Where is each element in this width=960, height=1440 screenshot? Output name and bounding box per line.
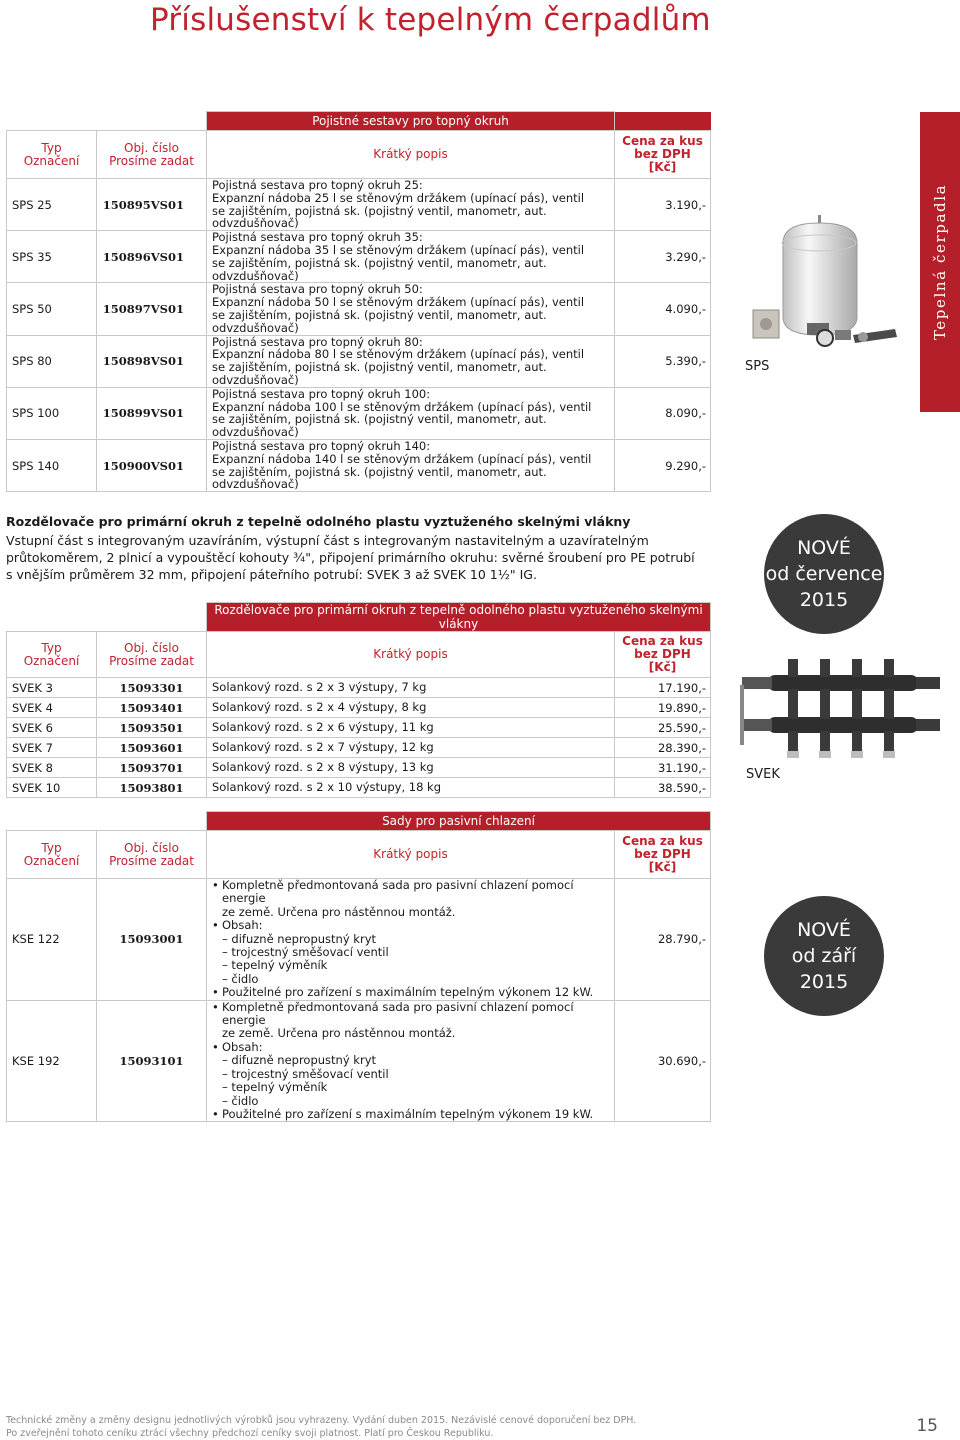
table-row: KSE 192 15093101 • Kompletně předmontovaná sada pro pasivní chlazení pomocí energie ze země. Určena pro nástěnnou montáž. • Obsah: – difuzně nepropustný kryt – trojcestný směšovací ventil – tepelný výměník – čidlo • Použitelné pro zařízení s maximálním tepelným výkonem 19 kW. 30.690,- xyxy=(7,1000,711,1122)
section2-body: Vstupní část s integrovaným uzavíráním, výstupní část s integrovaným nastavitelným a uzavíratelným průtokoměrem, 2 plnicí a vypouštěcí kohouty ¾", připojení primárního okruhu: svěrné šroubení pro PE potrubí s vnějším průměrem 32 mm, připojení páteřního potrubí: SVEK 3 až SVEK 10 1½" IG. xyxy=(6,533,695,582)
table1-caption: Pojistné sestavy pro topný okruh xyxy=(207,112,615,131)
table3-caption: Sady pro pasivní chlazení xyxy=(207,812,711,831)
table-row: SPS 35 150896VS01 Pojistná sestava pro topný okruh 35: Expanzní nádoba 35 l se stěnovým držákem (upínací pás), ventil se zajištěním, pojistná sk. (pojistný ventil, manometr, aut. odvzdušňovač) 3.290,- xyxy=(7,231,711,283)
col-typ: Typ Označení xyxy=(7,831,97,879)
feature-list: • Kompletně předmontovaná sada pro pasivní chlazení pomocí energie ze země. Určena pro nástěnnou montáž. • Obsah: – difuzně nepropustný kryt – trojcestný směšovací ventil – tepelný výměník – čidlo • Použitelné pro zařízení s maximálním tepelným výkonem 12 kW. xyxy=(212,879,609,1000)
blank-cell xyxy=(97,603,207,632)
col-typ: Typ Označení xyxy=(7,131,97,179)
table-row: SVEK 6 15093501 Solankový rozd. s 2 x 6 výstupy, 11 kg 25.590,- xyxy=(7,718,711,738)
table-row: SPS 100 150899VS01 Pojistná sestava pro topný okruh 100: Expanzní nádoba 100 l se stěnovým držákem (upínací pás), ventil se zajištěním, pojistná sk. (pojistný ventil, manometr, aut. odvzdušňovač) 8.090,- xyxy=(7,387,711,439)
table-row: SVEK 3 15093301 Solankový rozd. s 2 x 3 výstupy, 7 kg 17.190,- xyxy=(7,678,711,698)
table-row: SPS 25 150895VS01 Pojistná sestava pro topný okruh 25: Expanzní nádoba 25 l se stěnovým držákem (upínací pás), ventil se zajištěním, pojistná sk. (pojistný ventil, manometr, aut. odvzdušňovač) 3.190,- xyxy=(7,179,711,231)
table-row: SVEK 8 15093701 Solankový rozd. s 2 x 8 výstupy, 13 kg 31.190,- xyxy=(7,758,711,778)
footer-note: Technické změny a změny designu jednotlivých výrobků jsou vyhrazeny. Vydání duben 2015. Nezávislé cenové doporučení bez DPH. Po zveřejnění tohoto ceníku ztrácí všechny předchozí ceníky svoji platnost. Platí pro Českou Republiku. xyxy=(6,1415,637,1439)
side-tab xyxy=(920,112,960,412)
sps-image-label: SPS xyxy=(745,359,770,374)
caption-fill xyxy=(615,112,711,131)
page-title: Příslušenství k tepelným čerpadlům xyxy=(150,2,711,38)
table-row: KSE 122 15093001 • Kompletně předmontovaná sada pro pasivní chlazení pomocí energie ze země. Určena pro nástěnnou montáž. • Obsah: – difuzně nepropustný kryt – trojcestný směšovací ventil – tepelný výměník – čidlo • Použitelné pro zařízení s maximálním tepelným výkonem 12 kW. 28.790,- xyxy=(7,879,711,1001)
table2-caption: Rozdělovače pro primární okruh z tepelně odolného plastu vyztuženého skelnými vlákny xyxy=(207,603,711,632)
blank-cell xyxy=(7,812,97,831)
svek-product-image xyxy=(740,655,960,765)
blank-cell xyxy=(97,812,207,831)
col-obj: Obj. číslo Prosíme zadat xyxy=(97,131,207,179)
table-row: SPS 50 150897VS01 Pojistná sestava pro topný okruh 50: Expanzní nádoba 50 l se stěnovým držákem (upínací pás), ventil se zajištěním, pojistná sk. (pojistný ventil, manometr, aut. odvzdušňovač) 4.090,- xyxy=(7,283,711,335)
col-typ: Typ Označení xyxy=(7,632,97,678)
col-popis: Krátký popis xyxy=(207,131,615,179)
new-badge-september: NOVÉ od září 2015 xyxy=(764,896,884,1016)
table-row: SVEK 7 15093601 Solankový rozd. s 2 x 7 výstupy, 12 kg 28.390,- xyxy=(7,738,711,758)
col-cena: Cena za kus bez DPH [Kč] xyxy=(615,831,711,879)
table-row: SPS 140 150900VS01 Pojistná sestava pro topný okruh 140: Expanzní nádoba 140 l se stěnovým držákem (upínací pás), ventil se zajištěním, pojistná sk. (pojistný ventil, manometr, aut. odvzdušňovač) 9.290,- xyxy=(7,439,711,491)
table-pasivni-chlazeni xyxy=(6,811,711,1122)
table-rozdelovace xyxy=(6,602,711,798)
blank-cell xyxy=(7,112,97,131)
sps-product-image xyxy=(745,205,910,365)
table-pojistne-sestavy xyxy=(6,111,711,492)
table-row: SPS 80 150898VS01 Pojistná sestava pro topný okruh 80: Expanzní nádoba 80 l se stěnovým držákem (upínací pás), ventil se zajištěním, pojistná sk. (pojistný ventil, manometr, aut. odvzdušňovač) 5.390,- xyxy=(7,335,711,387)
col-obj: Obj. číslo Prosíme zadat xyxy=(97,831,207,879)
table-row: SVEK 10 15093801 Solankový rozd. s 2 x 10 výstupy, 18 kg 38.590,- xyxy=(7,778,711,798)
expansion-vessel-icon xyxy=(745,205,910,365)
table-row: SVEK 4 15093401 Solankový rozd. s 2 x 4 výstupy, 8 kg 19.890,- xyxy=(7,698,711,718)
col-popis: Krátký popis xyxy=(207,632,615,678)
svek-image-label: SVEK xyxy=(746,767,780,782)
section2-heading: Rozdělovače pro primární okruh z tepelně odolného plastu vyztuženého skelnými vlákny xyxy=(6,514,631,529)
new-badge-july: NOVÉ od července 2015 xyxy=(764,514,884,634)
col-popis: Krátký popis xyxy=(207,831,615,879)
feature-list: • Kompletně předmontovaná sada pro pasivní chlazení pomocí energie ze země. Určena pro nástěnnou montáž. • Obsah: – difuzně nepropustný kryt – trojcestný směšovací ventil – tepelný výměník – čidlo • Použitelné pro zařízení s maximálním tepelným výkonem 19 kW. xyxy=(212,1001,609,1122)
side-tab-label: Tepelná čerpadla xyxy=(931,183,949,341)
col-obj: Obj. číslo Prosíme zadat xyxy=(97,632,207,678)
col-cena: Cena za kus bez DPH [Kč] xyxy=(615,632,711,678)
manifold-icon xyxy=(740,655,960,765)
page-number: 15 xyxy=(916,1416,938,1436)
blank-cell xyxy=(7,603,97,632)
col-cena: Cena za kus bez DPH [Kč] xyxy=(615,131,711,179)
blank-cell xyxy=(97,112,207,131)
